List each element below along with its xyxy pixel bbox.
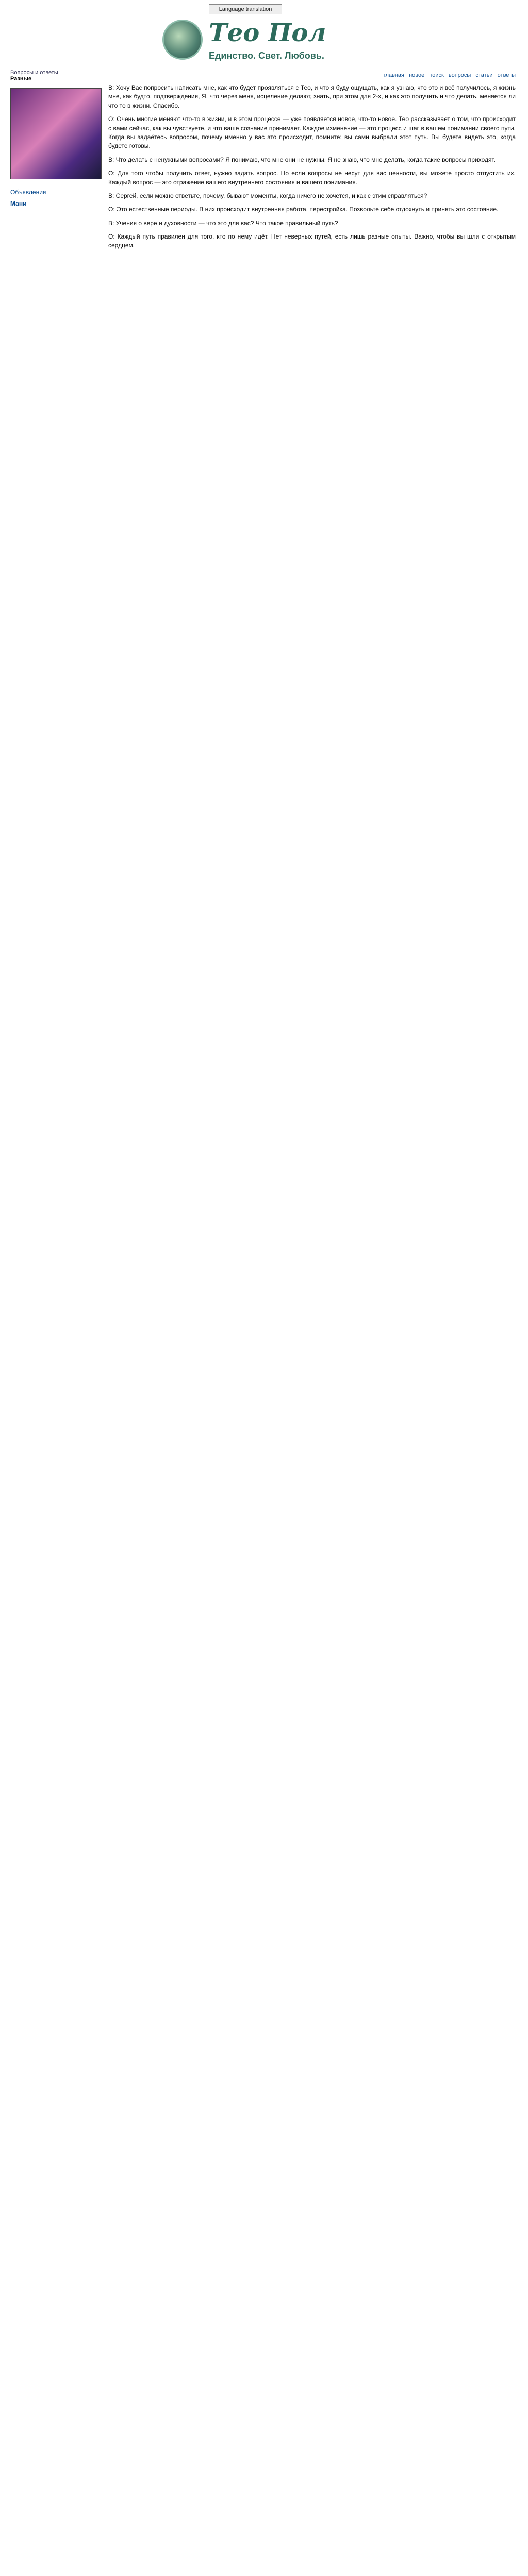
- article-paragraph: О: Очень многие меняют что-то в жизни, и в этом процессе — уже появляется новое, что-то новое. Тео рассказывает о том, что происходит с вами сейчас, как вы чувствуете, и что ваше сознание принимает. Каждое изменение — это процесс и шаг в вашем понимании своего пути. Когда вы задаётесь вопросом, почему именно у вас это происходит, помните: вы сами выбрали этот путь. Вы будете видеть это, когда будете готовы.: [108, 115, 516, 150]
- article-paragraph: В: Учения о вере и духовности — что это для вас? Что такое правильный путь?: [108, 219, 338, 227]
- language-button[interactable]: Language translation: [209, 4, 282, 14]
- article-body: [108, 83, 516, 250]
- nav-questions[interactable]: вопросы: [448, 72, 471, 78]
- left-questions: [10, 70, 103, 82]
- article-paragraph: В: Сергей, если можно ответьте, почему, бывают моменты, когда ничего не хочется, и как с этим справляться?: [108, 192, 427, 199]
- left-sidebar: [10, 70, 103, 207]
- article-paragraph: В: Что делать с ненужными вопросами? Я понимаю, что мне они не нужны. Я не знаю, что мне делать, когда такие вопросы приходят.: [108, 156, 496, 163]
- logo-subtitle: Единство. Свет. Любовь.: [209, 50, 324, 61]
- article-paragraph: О: Каждый путь правилен для того, кто по нему идёт. Нет неверных путей, есть лишь разные опыты. Важно, чтобы вы шли с открытым сердцем.: [108, 233, 516, 249]
- logo-title: Тео Пол: [209, 19, 326, 47]
- left-ads-link[interactable]: Объявления: [10, 189, 46, 196]
- nav-new[interactable]: новое: [409, 72, 425, 78]
- left-ads-value: Мани: [10, 200, 27, 207]
- article-paragraph: О: Это естественные периоды. В них происходит внутренняя работа, перестройка. Позвольте себе отдохнуть и принять это состояние.: [108, 206, 499, 213]
- logo-emblem-icon: [162, 20, 203, 60]
- nav-answers[interactable]: ответы: [497, 72, 516, 78]
- article-paragraph: В: Хочу Вас попросить написать мне, как что будет проявляться с Тео, и что я буду ощущать, как я узнаю, что это и всё получилось, я жизнь мне, как будто, подтверждения, Я, что через меня, исцеление делают, знать, при этом для 2-х, и как это получить и что делать, меняется ли что то в жизни. Спасибо.: [108, 84, 516, 109]
- article-paragraph: О: Для того чтобы получить ответ, нужно задать вопрос. Но если вопросы не несут для вас ценности, вы можете просто отпустить их. Каждый вопрос — это отражение вашего внутреннего состояния и вашего понимания.: [108, 170, 516, 186]
- main-content: [108, 72, 516, 255]
- site-logo[interactable]: [162, 15, 358, 72]
- nav-home[interactable]: главная: [383, 72, 404, 78]
- nav-articles[interactable]: статьи: [475, 72, 493, 78]
- nav-search[interactable]: поиск: [429, 72, 444, 78]
- top-navigation: [108, 72, 516, 78]
- left-questions-label: Вопросы и ответы: [10, 70, 58, 76]
- left-questions-value: Разные: [10, 76, 32, 82]
- left-photo: [10, 88, 102, 179]
